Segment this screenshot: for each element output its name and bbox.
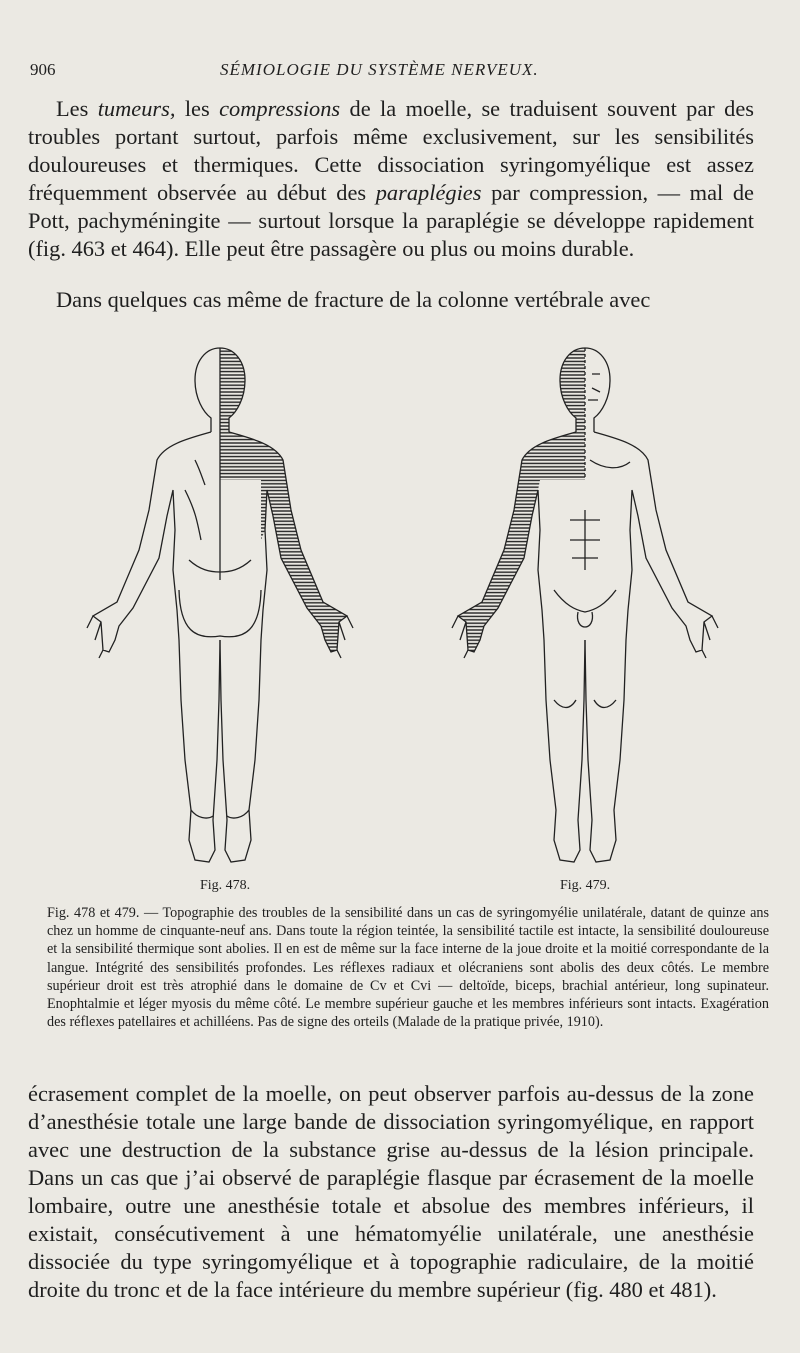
caption-lead: Fig. 478 et 479. —	[47, 905, 163, 921]
hatched-region-front	[458, 348, 585, 652]
body-outline-back-illustration	[85, 340, 355, 880]
figure-479-anterior-view	[450, 340, 720, 880]
page-number: 906	[30, 60, 56, 79]
figure-478-label: Fig. 478.	[200, 878, 251, 893]
running-head	[30, 60, 770, 84]
para1-text-1: Les	[56, 96, 98, 121]
para1-em-compressions: compressions	[219, 96, 341, 121]
para1-text-3: de la moelle, se traduisent souvent par des troubles portant surtout, parfois même exclusivement, sur les sensibilités douloureuses et thermiques. Cette dissociation syringomyélique est assez fréquemment observée au début des	[28, 96, 754, 205]
figure-479-label: Fig. 479.	[560, 878, 611, 893]
figure-caption	[47, 904, 769, 1031]
paragraph-ecrasement: écrasement complet de la moelle, on peut observer parfois au-dessus de la zone d’anesthésie totale une large bande de dissociation syringomyélique, en rapport avec une destruction de la substance grise au-dessus de la lésion principale. Dans un cas que j’ai observé de paraplégie flasque par écrasement de la moelle lombaire, outre une anesthésie totale et absolue des membres inférieurs, il existait, consécutivement à une hématomyélie unilatérale, une anesthésie dissociée du type syringomyélique et à topographie radiculaire, de la moitié droite du tronc et de la face intérieure du membre supérieur (fig. 480 et 481).	[28, 1081, 754, 1302]
hatched-region-back	[220, 348, 347, 652]
figure-478-posterior-view	[85, 340, 355, 880]
header-title: SÉMIOLOGIE DU SYSTÈME NERVEUX.	[220, 60, 539, 79]
para1-text-4: par compression, — mal de Pott, pachyméningite — surtout lorsque la paraplégie se développe rapidement (fig. 463 et 464). Elle peut être passagère ou plus ou moins durable.	[28, 180, 754, 261]
caption-body: Topographie des troubles de la sensibilité dans un cas de syringomyélie unilatérale, datant de quinze ans chez un homme de cinquante-neuf ans. Dans toute la région teintée, la sensibilité tactile est intacte, la sensibilité douloureuse et la sensibilité thermique sont abolies. Il en est de même sur la face interne de la joue droite et la moitié correspondante de la langue. Intégrité des sensibilités profondes. Les réflexes radiaux et olécraniens sont abolis des deux côtés. Le membre supérieur droit est très atrophié dans le domaine de Cv et Cvi — deltoïde, biceps, brachial antérieur, long supinateur. Enophtalmie et léger myosis du même côté. Le membre supérieur gauche et les membres inférieurs sont intacts. Exagération des réflexes patellaires et achilléens. Pas de signe des orteils (Malade de la pratique privée, 1910).	[47, 905, 769, 1031]
para1-em-paraplegies: paraplégies	[375, 180, 482, 205]
paragraph-fracture: Dans quelques cas même de fracture de la colonne vertébrale avec	[56, 287, 651, 312]
body-outline-front-illustration	[450, 340, 720, 880]
para1-text-2: les	[175, 96, 220, 121]
paragraph-tumeurs	[28, 95, 754, 263]
para1-em-tumeurs: tumeurs,	[97, 96, 176, 121]
